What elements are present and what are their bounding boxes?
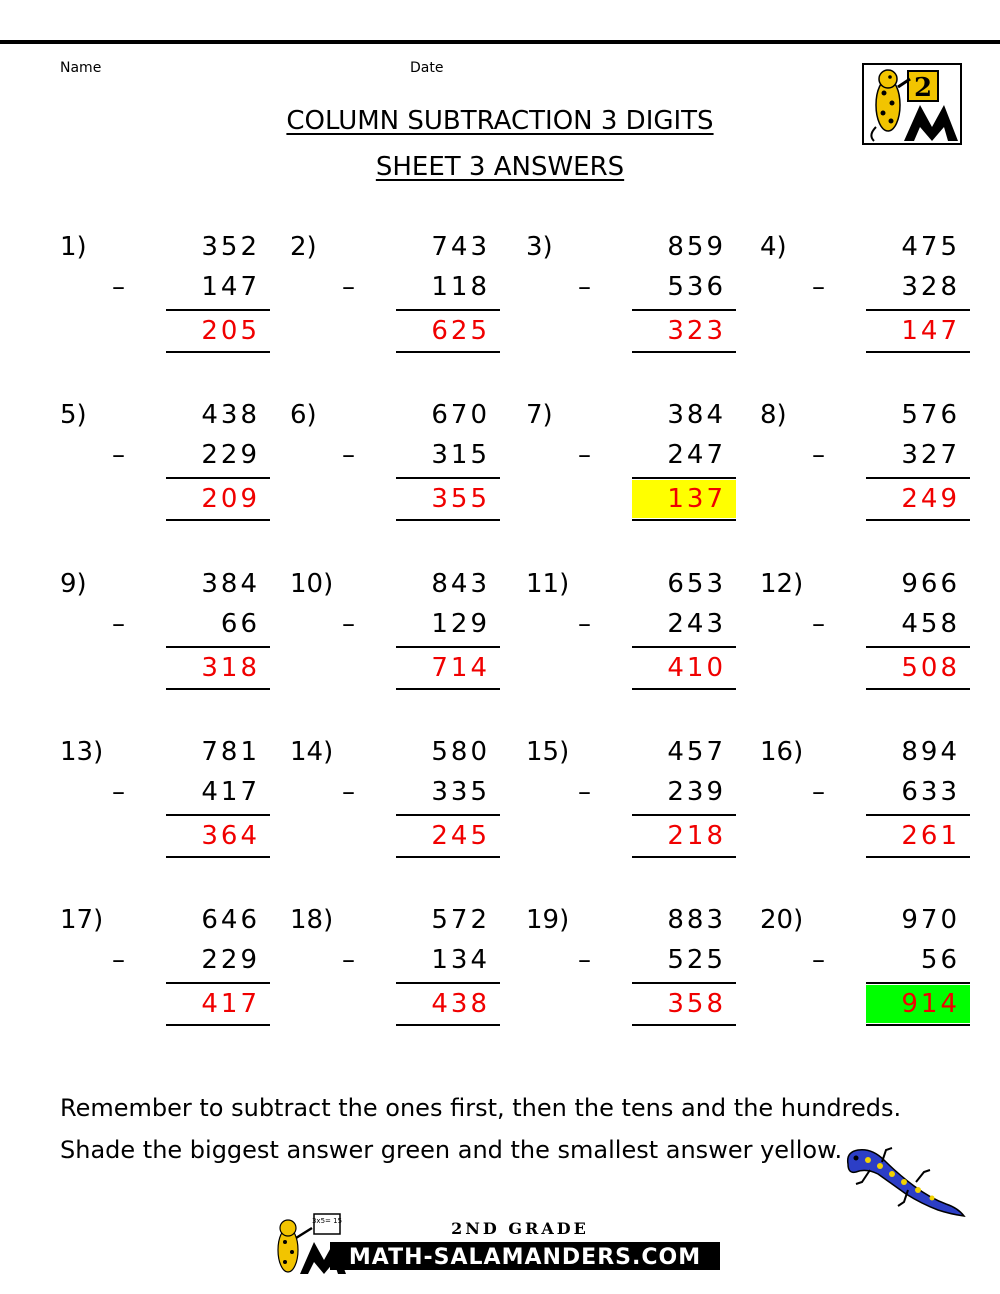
answer-line	[396, 856, 500, 858]
footer-grade: 2ND GRADE	[451, 1219, 589, 1238]
subtrahend: 243	[667, 609, 726, 639]
sum-line	[396, 309, 500, 311]
sum-line	[396, 814, 500, 816]
sum-line	[866, 982, 970, 984]
minuend: 843	[431, 569, 490, 599]
answer-line	[866, 856, 970, 858]
instruction-line-2: Shade the biggest answer green and the smallest answer yellow.	[60, 1136, 843, 1164]
minuend: 646	[201, 905, 260, 935]
answer-line	[166, 1024, 270, 1026]
sum-line	[866, 477, 970, 479]
minus-sign: –	[812, 945, 825, 975]
minuend: 352	[201, 232, 260, 262]
subtrahend: 239	[667, 777, 726, 807]
minuend: 894	[901, 737, 960, 767]
minus-sign: –	[578, 609, 591, 639]
sum-line	[632, 814, 736, 816]
minus-sign: –	[812, 777, 825, 807]
minuend: 572	[431, 905, 490, 935]
minuend: 457	[667, 737, 726, 767]
page-subtitle: SHEET 3 ANSWERS	[375, 152, 625, 182]
answer: 245	[431, 821, 490, 851]
minus-sign: –	[342, 945, 355, 975]
minuend: 438	[201, 400, 260, 430]
footer-brand	[270, 1212, 730, 1280]
answer: 318	[201, 653, 260, 683]
problem-number: 18)	[290, 905, 334, 935]
answer: 625	[431, 316, 490, 346]
sum-line	[166, 477, 270, 479]
board-text: 3x5= 15	[311, 1217, 343, 1225]
problem-12	[760, 567, 970, 697]
problem-7	[526, 398, 736, 528]
sum-line	[632, 646, 736, 648]
sum-line	[166, 814, 270, 816]
minuend: 384	[201, 569, 260, 599]
problem-4	[760, 230, 970, 360]
minus-sign: –	[342, 440, 355, 470]
minus-sign: –	[578, 440, 591, 470]
minuend: 653	[667, 569, 726, 599]
minuend: 970	[901, 905, 960, 935]
minuend: 576	[901, 400, 960, 430]
answer: 205	[201, 316, 260, 346]
minus-sign: –	[112, 777, 125, 807]
subtrahend: 134	[431, 945, 490, 975]
problem-number: 6)	[290, 400, 317, 430]
subtrahend: 56	[920, 945, 960, 975]
problem-14	[290, 735, 500, 865]
answer-line	[866, 351, 970, 353]
minuend: 966	[901, 569, 960, 599]
problem-number: 10)	[290, 569, 334, 599]
salamander-logo-icon	[864, 65, 960, 143]
problem-8	[760, 398, 970, 528]
minuend: 670	[431, 400, 490, 430]
answer-line	[632, 1024, 736, 1026]
sum-line	[166, 309, 270, 311]
problem-1	[60, 230, 270, 360]
problem-number: 14)	[290, 737, 334, 767]
subtrahend: 335	[431, 777, 490, 807]
footer-site: MATH-SALAMANDERS.COM	[348, 1245, 702, 1270]
sum-line	[396, 646, 500, 648]
problem-number: 11)	[526, 569, 570, 599]
minus-sign: –	[112, 440, 125, 470]
answer-line	[396, 351, 500, 353]
problem-number: 20)	[760, 905, 804, 935]
problem-number: 13)	[60, 737, 104, 767]
subtrahend: 417	[201, 777, 260, 807]
minuend: 859	[667, 232, 726, 262]
answer: 508	[901, 653, 960, 683]
page-title: COLUMN SUBTRACTION 3 DIGITS	[286, 106, 714, 136]
problem-10	[290, 567, 500, 697]
minuend: 883	[667, 905, 726, 935]
minus-sign: –	[342, 272, 355, 302]
problem-number: 1)	[60, 232, 87, 262]
subtrahend: 458	[901, 609, 960, 639]
subtrahend: 328	[901, 272, 960, 302]
subtrahend: 229	[201, 440, 260, 470]
answer: 410	[667, 653, 726, 683]
problem-15	[526, 735, 736, 865]
answer-line	[866, 1024, 970, 1026]
minus-sign: –	[578, 777, 591, 807]
problem-number: 8)	[760, 400, 787, 430]
answer: 438	[431, 989, 490, 1019]
problem-number: 2)	[290, 232, 317, 262]
answer-line	[632, 351, 736, 353]
sum-line	[396, 982, 500, 984]
answer-line	[866, 519, 970, 521]
problem-13	[60, 735, 270, 865]
minus-sign: –	[342, 777, 355, 807]
sum-line	[166, 646, 270, 648]
answer-smallest-highlighted: 137	[632, 480, 736, 518]
answer: 364	[201, 821, 260, 851]
answer: 355	[431, 484, 490, 514]
answer-line	[166, 519, 270, 521]
sum-line	[166, 982, 270, 984]
answer: 358	[667, 989, 726, 1019]
answer-line	[396, 519, 500, 521]
subtrahend: 129	[431, 609, 490, 639]
subtrahend: 118	[431, 272, 490, 302]
sum-line	[866, 814, 970, 816]
logo-digit: 2	[913, 73, 933, 103]
subtrahend: 147	[201, 272, 260, 302]
problem-16	[760, 735, 970, 865]
subtrahend: 315	[431, 440, 490, 470]
problem-number: 4)	[760, 232, 787, 262]
answer-line	[866, 688, 970, 690]
answer-line	[632, 856, 736, 858]
problem-number: 12)	[760, 569, 804, 599]
name-label: Name	[60, 60, 102, 76]
problem-number: 9)	[60, 569, 87, 599]
subtrahend: 525	[667, 945, 726, 975]
math-salamanders-logo	[270, 1212, 730, 1276]
salamander-illustration	[842, 1142, 968, 1230]
sum-line	[396, 477, 500, 479]
answer: 417	[201, 989, 260, 1019]
answer-line	[166, 351, 270, 353]
problem-11	[526, 567, 736, 697]
answer-line	[632, 519, 736, 521]
minus-sign: –	[112, 945, 125, 975]
answer-line	[166, 688, 270, 690]
salamander-icon	[842, 1142, 968, 1226]
sum-line	[866, 309, 970, 311]
answer: 218	[667, 821, 726, 851]
answer: 249	[901, 484, 960, 514]
answer: 323	[667, 316, 726, 346]
minus-sign: –	[112, 609, 125, 639]
minus-sign: –	[812, 272, 825, 302]
sum-line	[632, 309, 736, 311]
grade-logo	[862, 63, 962, 145]
answer: 147	[901, 316, 960, 346]
problem-17	[60, 903, 270, 1033]
answer: 714	[431, 653, 490, 683]
minuend: 384	[667, 400, 726, 430]
subtrahend: 536	[667, 272, 726, 302]
minus-sign: –	[578, 272, 591, 302]
subtrahend: 633	[901, 777, 960, 807]
minuend: 475	[901, 232, 960, 262]
problem-number: 16)	[760, 737, 804, 767]
subtrahend: 66	[220, 609, 260, 639]
top-rule	[0, 40, 1000, 44]
sum-line	[632, 982, 736, 984]
answer: 261	[901, 821, 960, 851]
date-label: Date	[410, 60, 444, 76]
sum-line	[866, 646, 970, 648]
problem-19	[526, 903, 736, 1033]
minus-sign: –	[812, 440, 825, 470]
answer-line	[166, 856, 270, 858]
minuend: 781	[201, 737, 260, 767]
problem-number: 19)	[526, 905, 570, 935]
problem-number: 15)	[526, 737, 570, 767]
problem-number: 17)	[60, 905, 104, 935]
minus-sign: –	[812, 609, 825, 639]
problem-20	[760, 903, 970, 1033]
subtrahend: 247	[667, 440, 726, 470]
problem-5	[60, 398, 270, 528]
minus-sign: –	[112, 272, 125, 302]
minus-sign: –	[342, 609, 355, 639]
subtrahend: 229	[201, 945, 260, 975]
answer: 209	[201, 484, 260, 514]
answer-line	[396, 1024, 500, 1026]
instruction-line-1: Remember to subtract the ones first, then the tens and the hundreds.	[60, 1094, 902, 1122]
problem-18	[290, 903, 500, 1033]
problem-3	[526, 230, 736, 360]
problem-2	[290, 230, 500, 360]
problem-9	[60, 567, 270, 697]
answer-biggest-highlighted: 914	[866, 985, 970, 1023]
answer-line	[396, 688, 500, 690]
problem-6	[290, 398, 500, 528]
answer-line	[632, 688, 736, 690]
problem-number: 7)	[526, 400, 553, 430]
minuend: 743	[431, 232, 490, 262]
sum-line	[632, 477, 736, 479]
minus-sign: –	[578, 945, 591, 975]
minuend: 580	[431, 737, 490, 767]
problem-number: 5)	[60, 400, 87, 430]
problem-number: 3)	[526, 232, 553, 262]
subtrahend: 327	[901, 440, 960, 470]
